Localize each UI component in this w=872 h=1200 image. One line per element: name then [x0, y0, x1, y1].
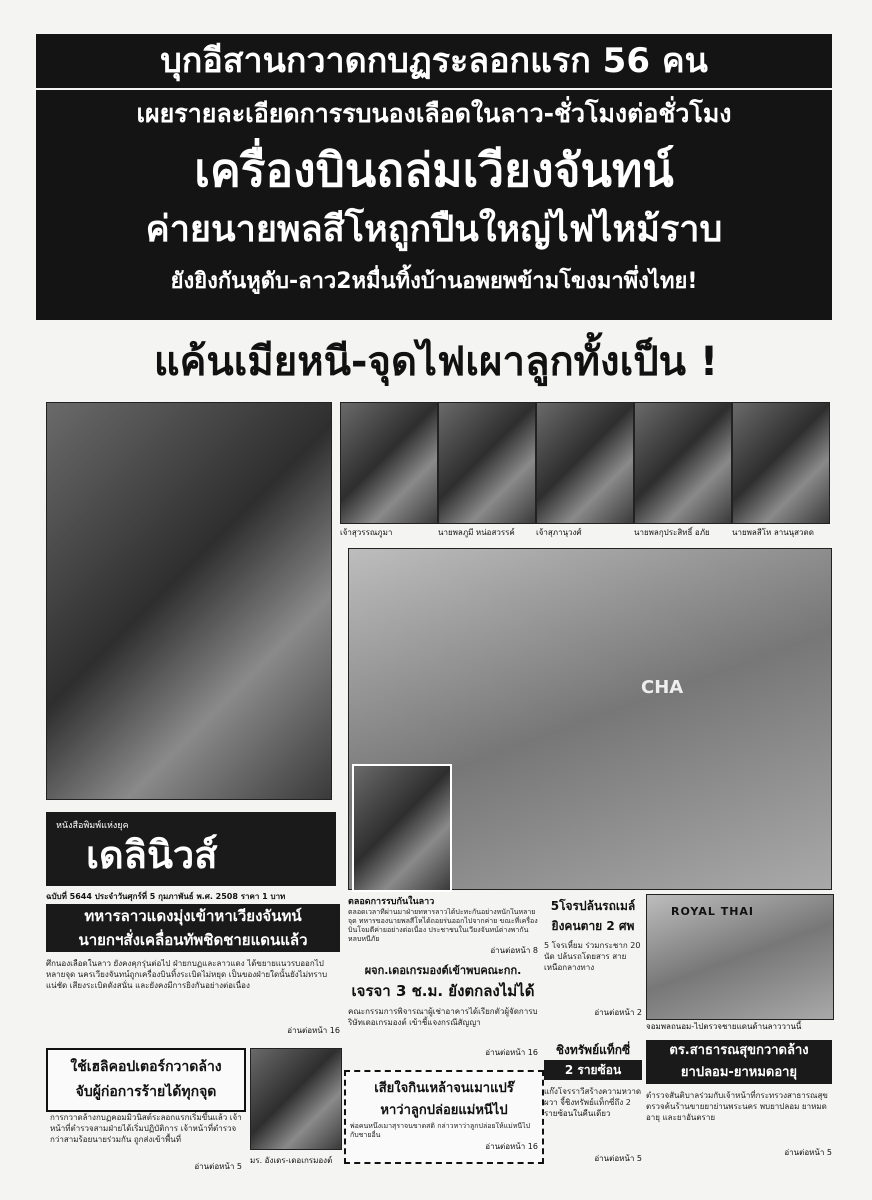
- story-title: ยาปลอม-ยาหมดอายุ: [646, 1062, 832, 1084]
- portrait-photo: [340, 402, 438, 524]
- story-body: พ่อคนหนึ่งเมาสุราจนขาดสติ กล่าวหาว่าลูกปล่อยให้แม่หนีไปกับชายอื่น: [350, 1122, 531, 1139]
- portrait-photo: [634, 402, 732, 524]
- story-laos: [46, 904, 340, 1042]
- masthead: [46, 812, 336, 886]
- story-helicopter-header: [46, 1048, 246, 1112]
- story-body: แก๊งโจรราวีสร้างความหวาดผวา จี้ชิงทรัพย์แท็กซี่ถึง 2 รายซ้อนในคืนเดียว: [544, 1087, 642, 1118]
- story-body: การกวาดล้างกบฏคอมมิวนิสต์ระลอกแรกเริ่มขึ้นแล้ว เจ้าหน้าที่ตำรวจสามฝ่ายได้เริ่มปฏิบัติการ เจ้าหน้าที่ตำรวจกว่าสามร้อยนายร่วมกัน ถูกส่งเข้าพื้นที่: [50, 1113, 242, 1144]
- woman-inset-photo: [352, 764, 452, 892]
- masthead-name: เดลินิวส์: [86, 833, 218, 877]
- story-title: ทหารลาวแดงมุ่งเข้าหาเวียงจันทน์: [46, 904, 340, 928]
- continued-link[interactable]: อ่านต่อหน้า 5: [194, 1162, 242, 1171]
- headline-main: เครื่องบินถล่มเวียงจันทน์: [194, 143, 674, 197]
- portrait-strip: [340, 402, 830, 542]
- story-body: คณะกรรมการพิจารณาผู้เช่าอาคารได้เรียกตัวผู้จัดการบริษัทเดอเกรมองต์ เข้าชี้แจงกรณีสัญญา: [348, 1007, 538, 1027]
- portrait-caption: นายพลสีโห ลานนุสวดด: [732, 528, 814, 537]
- story-body: ตำรวจสันติบาลร่วมกับเจ้าหน้าที่กระทรวงสาธารณสุข ตรวจค้นร้านขายยาย่านพระนคร พบยาปลอม ยาหมดอายุ และยาอันตราย: [646, 1091, 828, 1122]
- issue-line: ฉบับที่ 5644 ประจำวันศุกร์ที่ 5 กุมภาพันธ์ พ.ศ. 2508 ราคา 1 บาท: [46, 892, 286, 901]
- story-title: นายกฯสั่งเคลื่อนทัพชิดชายแดนแล้ว: [46, 928, 340, 952]
- headline-sub-2: ค่ายนายพลสีโหถูกปืนใหญ่ไฟไหม้ราบ: [145, 209, 723, 250]
- photo-caption: มร. อังเดร-เดอเกรมองต์: [250, 1156, 333, 1165]
- story-drugs: [646, 1040, 832, 1164]
- portrait-photo: [732, 402, 830, 524]
- portrait-photo: [438, 402, 536, 524]
- story-title: หาว่าลูกปล่อยแม่หนีไป: [380, 1103, 508, 1118]
- continued-link[interactable]: อ่านต่อหน้า 5: [594, 1154, 642, 1163]
- story-title: ผจก.เดอเกรมองต์เข้าพบคณะกก.: [364, 964, 522, 977]
- story-title: ใช้เฮลิคอปเตอร์กวาดล้าง: [70, 1059, 222, 1075]
- portrait-caption: เจ้าสุภานุวงศ์: [536, 528, 582, 537]
- story-drunk: [344, 1070, 544, 1164]
- portrait-caption: เจ้าสุวรรณภูมา: [340, 528, 393, 537]
- story-body: ตลอดเวลาที่ผ่านมาฝ่ายทหารลาวได้ปะทะกันอย่างหนักในหลายจุด ทหารของนายพลสีโหได้ถอยร่นออกไปจากค่าย ขณะที่เครื่องบินโจมตีค่ายอย่างต่อเนื่อง ประชาชนในเวียงจันทน์ต่างพากันหลบหนีภัย: [348, 908, 538, 943]
- story-body: ศึกนองเลือดในลาว ยังคงคุกรุ่นต่อไป ฝ่ายกบฏและลาวแดง ได้ขยายแนวรบออกไปหลายจุด นครเวียงจันทน์ถูกเครื่องบินทิ้งระเบิดไม่หยุด เป็นของฝ่ายใดนั้นยังไม่ทราบแน่ชัด เสียงระเบิดดังสนั่น และยังคงมีการยิงกันอย่างต่อเนื่อง: [46, 959, 328, 990]
- airport-photo: [646, 894, 834, 1020]
- story-title: เสียใจกินเหล้าจนเมาแปร๊: [374, 1081, 514, 1096]
- masthead-tagline: หนังสือพิมพ์แห่งยุค: [56, 821, 129, 831]
- royal-thai-label: ROYAL THAI: [671, 905, 755, 918]
- plane-marking: CHA: [641, 677, 684, 698]
- continued-link[interactable]: อ่านต่อหน้า 16: [287, 1026, 340, 1035]
- story-title: 2 รายซ้อน: [544, 1060, 642, 1080]
- headline-sub-3: ยังยิงกันหูดับ-ลาว2หมื่นทิ้งบ้านอพยพข้ามโขงมาพึ่งไทย!: [170, 269, 698, 294]
- story-title: ชิงทรัพย์แท็กซี่: [555, 1043, 631, 1057]
- story-talks: [348, 962, 538, 1064]
- story-title: เจรจา 3 ช.ม. ยังตกลงไม่ได้: [351, 982, 535, 1000]
- continued-link[interactable]: อ่านต่อหน้า 2: [594, 1008, 642, 1017]
- story-fighting: [348, 894, 538, 958]
- story-title: จับผู้ก่อการร้ายได้ทุกจุด: [75, 1084, 217, 1100]
- continued-link[interactable]: อ่านต่อหน้า 8: [490, 946, 538, 955]
- portrait-caption: นายพลภูมี หน่อสวรรค์: [438, 528, 515, 537]
- photo-caption: จอมพลถนอม-ไปตรวจชายแดนด้านลาววานนี้: [646, 1022, 802, 1031]
- refugees-photo: [46, 402, 332, 800]
- story-bandits: [544, 896, 642, 1030]
- continued-link[interactable]: อ่านต่อหน้า 16: [485, 1048, 538, 1057]
- portrait-photo: [536, 402, 634, 524]
- headline-top: บุกอีสานกวาดกบฏระลอกแรก 56 คน: [36, 34, 832, 88]
- headline-block: [36, 90, 832, 320]
- story-title: 5โจรปล้นรถเมล์: [550, 899, 636, 913]
- degremont-photo: [250, 1048, 342, 1150]
- continued-link[interactable]: อ่านต่อหน้า 5: [784, 1148, 832, 1157]
- story-title: ตลอดการรบกันในลาว: [348, 897, 435, 907]
- story-body: 5 โจรเหี้ยม ร่วมกระชาก 20 นัด ปล้นรถโดยสาร สายเหนือกลางทาง: [544, 941, 641, 972]
- story-title: ยิงคนตาย 2 ศพ: [551, 919, 635, 933]
- continued-link[interactable]: อ่านต่อหน้า 16: [485, 1142, 538, 1151]
- headline-sub-1: เผยรายละเอียดการรบนองเลือดในลาว-ชั่วโมงต่อชั่วโมง: [136, 99, 732, 128]
- portrait-caption: นายพลกุประสิทธิ์ อภัย: [634, 528, 710, 537]
- story-robbery: [544, 1040, 642, 1164]
- headline-burn: แค้นเมียหนี-จุดไฟเผาลูกทั้งเป็น !: [153, 339, 719, 385]
- story-title: ตร.สาธารณสุขกวาดล้าง: [646, 1040, 832, 1062]
